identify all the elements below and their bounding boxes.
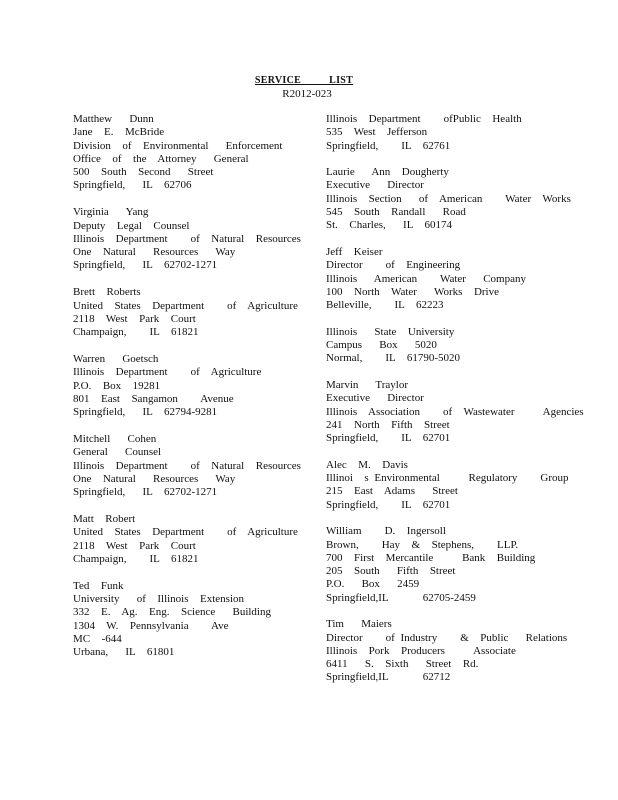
contact-line: 2118 West Park Court [73, 539, 196, 552]
contact-line: One Natural Resources Way [73, 472, 236, 485]
contact-entry [326, 113, 606, 153]
contact-line: Warren Goetsch [73, 352, 159, 365]
contact-line: Division of Environmental Enforcement [73, 139, 283, 152]
contact-line: Champaign, IL 61821 [73, 552, 199, 565]
contact-line: Springfield,IL 62705-2459 [326, 591, 476, 604]
contact-line: Matt Robert [73, 512, 136, 525]
contact-entry [326, 326, 606, 366]
contact-entry [73, 433, 313, 499]
contact-line: Alec M. Davis [326, 458, 408, 471]
contact-line: Springfield, IL 62794-9281 [73, 406, 218, 419]
contact-line: St. Charles, IL 60174 [326, 219, 452, 232]
contact-line: William D. Ingersoll [326, 525, 446, 538]
contact-line: Director of Engineering [326, 259, 461, 272]
contact-entry [326, 379, 606, 445]
contact-entry [73, 513, 313, 566]
contact-line: Illinois Department of Agriculture [73, 366, 262, 379]
contact-line: 205 South Fifth Street [326, 565, 456, 578]
contact-line: 215 East Adams Street [326, 485, 458, 498]
contact-line: Illinois Pork Producers Associate [326, 644, 516, 657]
contact-line: United States Department of Agriculture [73, 526, 298, 539]
contact-entry [326, 525, 606, 605]
contact-line: 241 North Fifth Street [326, 418, 450, 431]
contact-line: United States Department of Agriculture [73, 299, 298, 312]
contact-line: Springfield, IL 62701 [326, 498, 451, 511]
contact-entry [326, 246, 606, 312]
contact-entry [326, 459, 606, 512]
contact-line: Illinois Section of American Water Works [326, 192, 571, 205]
contact-line: Springfield, IL 62761 [326, 139, 451, 152]
contact-line: Springfield, IL 62702-1271 [73, 486, 218, 499]
contact-line: Illinois Department of Natural Resources [73, 459, 301, 472]
contact-line: Tim Maiers [326, 618, 392, 631]
contact-line: Illinoi s Environmental Regulatory Group [326, 472, 569, 485]
contact-entry [326, 618, 606, 684]
docket-number: R2012-023 [282, 88, 332, 100]
contact-line: Illinois Department ofPublic Health [326, 113, 522, 125]
contact-line: Urbana, IL 61801 [73, 646, 175, 659]
contact-line: 700 First Mercantile Bank Building [326, 551, 536, 564]
contact-line: Virginia Yang [73, 206, 149, 219]
contact-line: MC -644 [73, 632, 122, 645]
contact-line: Jeff Keiser [326, 245, 383, 258]
contact-line: Laurie Ann Dougherty [326, 166, 449, 179]
contact-line: Illinois American Water Company [326, 272, 526, 285]
left-column [73, 113, 313, 673]
contact-line: Illinois Department of Natural Resources [73, 232, 301, 245]
contact-line: University of Illinois Extension [73, 592, 245, 605]
contact-line: Ted Funk [73, 579, 124, 592]
contact-line: Director of Industry & Public Relations [326, 631, 568, 644]
contact-line: Springfield, IL 62702-1271 [73, 259, 218, 272]
contact-line: 545 South Randall Road [326, 206, 466, 219]
contact-line: Brown, Hay & Stephens, LLP. [326, 538, 519, 551]
contact-line: Campus Box 5020 [326, 339, 437, 352]
contact-line: Illinois State University [326, 325, 455, 338]
contact-line: Springfield, IL 62701 [326, 432, 451, 445]
contact-line: One Natural Resources Way [73, 246, 236, 259]
contact-entry [73, 286, 313, 339]
contact-line: Executive Director [326, 392, 424, 405]
contact-line: 100 North Water Works Drive [326, 285, 499, 298]
contact-line: Mitchell Cohen [73, 432, 157, 445]
contact-line: 6411 S. Sixth Street Rd. [326, 658, 479, 671]
contact-line: General Counsel [73, 446, 162, 459]
contact-line: 2118 West Park Court [73, 312, 196, 325]
contact-entry [326, 166, 606, 232]
contact-line: Normal, IL 61790-5020 [326, 352, 460, 365]
contact-line: Office of the Attorney General [73, 152, 249, 165]
contact-line: Matthew Dunn [73, 113, 154, 125]
contact-line: Jane E. McBride [73, 126, 165, 139]
contact-entry [73, 580, 313, 660]
contact-entry [73, 206, 313, 272]
document-header [0, 74, 618, 101]
contact-line: Executive Director [326, 179, 424, 192]
contact-entry [73, 113, 313, 193]
contact-line: Springfield, IL 62706 [73, 179, 192, 192]
contact-line: Belleville, IL 62223 [326, 299, 444, 312]
right-column [326, 113, 606, 698]
contact-line: 500 South Second Street [73, 166, 214, 179]
contact-line: P.O. Box 19281 [73, 379, 161, 392]
contact-line: Marvin Traylor [326, 378, 409, 391]
contact-line: Champaign, IL 61821 [73, 326, 199, 339]
contact-line: P.O. Box 2459 [326, 578, 420, 591]
contact-line: Brett Roberts [73, 286, 141, 299]
contact-line: 332 E. Ag. Eng. Science Building [73, 606, 271, 619]
service-list-title: SERVICE LIST [254, 75, 354, 86]
contact-line: Deputy Legal Counsel [73, 219, 190, 232]
contact-line: 535 West Jefferson [326, 126, 428, 139]
contact-line: 1304 W. Pennsylvania Ave [73, 619, 229, 632]
contact-line: Springfield,IL 62712 [326, 671, 451, 684]
contact-entry [73, 353, 313, 419]
contact-line: Illinois Association of Wastewater Agencies [326, 405, 584, 418]
contact-line: 801 East Sangamon Avenue [73, 392, 234, 405]
